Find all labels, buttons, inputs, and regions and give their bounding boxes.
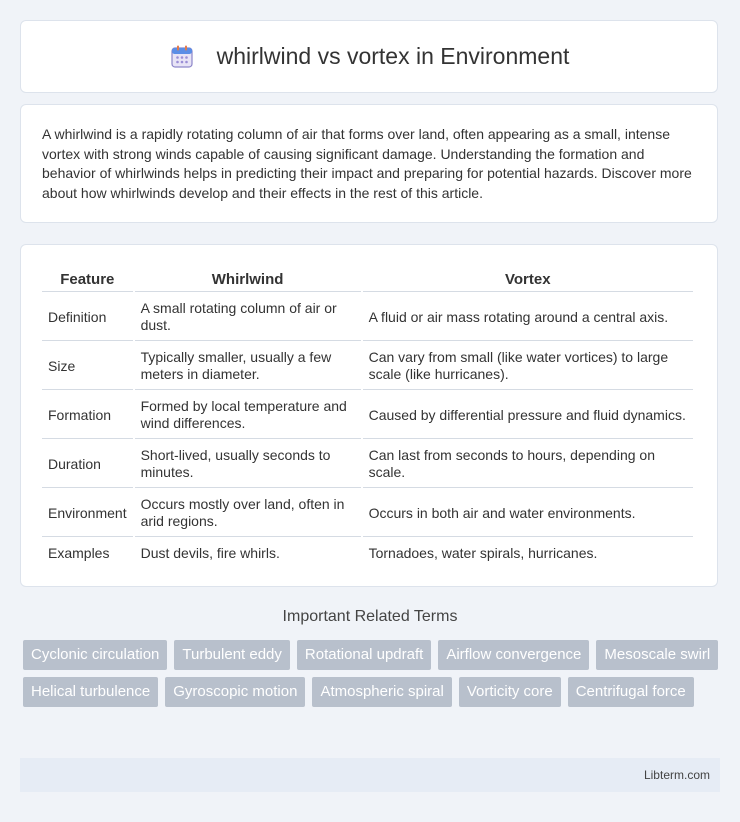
cell-whirlwind: A small rotating column of air or dust.	[135, 294, 361, 341]
tag-vorticity-core[interactable]: Vorticity core	[459, 677, 561, 707]
cell-whirlwind: Formed by local temperature and wind differences.	[135, 392, 361, 439]
cell-feature: Environment	[42, 490, 133, 537]
cell-vortex: Can last from seconds to hours, depending on scale.	[363, 441, 693, 488]
tag-turbulent-eddy[interactable]: Turbulent eddy	[174, 640, 290, 670]
cell-vortex: Occurs in both air and water environments.	[363, 490, 693, 537]
page-title: whirlwind vs vortex in Environment	[216, 43, 570, 69]
header-feature: Feature	[42, 267, 133, 292]
calendar-icon	[169, 44, 195, 70]
comparison-card	[20, 244, 718, 587]
cell-feature: Examples	[48, 544, 110, 561]
table-row	[42, 294, 693, 341]
comparison-table	[40, 265, 695, 569]
header-vortex: Vortex	[363, 267, 693, 292]
related-terms-title: Important Related Terms	[282, 608, 458, 625]
table-header-row	[42, 267, 693, 292]
cell-whirlwind: Occurs mostly over land, often in arid regions.	[135, 490, 361, 537]
cell-vortex: Caused by differential pressure and fluid dynamics.	[363, 392, 693, 439]
table-row	[42, 490, 693, 537]
cell-feature: Formation	[42, 392, 133, 439]
tag-mesoscale-swirl[interactable]: Mesoscale swirl	[596, 640, 718, 670]
table-row	[42, 441, 693, 488]
header-whirlwind: Whirlwind	[135, 267, 361, 292]
cell-feature: Size	[42, 343, 133, 390]
tag-rotational-updraft[interactable]: Rotational updraft	[297, 640, 431, 670]
cell-feature: Definition	[42, 294, 133, 341]
cell-whirlwind: Dust devils, fire whirls.	[140, 544, 280, 561]
cell-vortex: Can vary from small (like water vortices) to large scale (like hurricanes).	[363, 343, 693, 390]
intro-card	[20, 104, 718, 223]
footer	[20, 758, 720, 792]
tag-gyroscopic-motion[interactable]: Gyroscopic motion	[165, 677, 305, 707]
cell-whirlwind: Short-lived, usually seconds to minutes.	[135, 441, 361, 488]
tag-airflow-convergence[interactable]: Airflow convergence	[438, 640, 589, 670]
cell-vortex: Tornadoes, water spirals, hurricanes.	[368, 544, 598, 561]
tag-atmospheric-spiral[interactable]: Atmospheric spiral	[312, 677, 451, 707]
cell-whirlwind: Typically smaller, usually a few meters in diameter.	[135, 343, 361, 390]
table-row	[42, 539, 693, 567]
footer-site-link[interactable]: Libterm.com	[643, 768, 710, 782]
header-card	[20, 20, 718, 93]
tag-helical-turbulence[interactable]: Helical turbulence	[23, 677, 158, 707]
table-row	[42, 392, 693, 439]
tag-cyclonic-circulation[interactable]: Cyclonic circulation	[23, 640, 167, 670]
cell-feature: Duration	[42, 441, 133, 488]
tag-centrifugal-force[interactable]: Centrifugal force	[568, 677, 694, 707]
intro-paragraph: A whirlwind is a rapidly rotating column of air that forms over land, often appearing as a small, intense vortex with strong winds capable of causing significant damage. Understanding the formation and behavior of whirlwinds helps in predicting their impact and preparing for potential hazards. Discover more about how whirlwinds develop and their effects in the rest of this article.	[42, 126, 692, 201]
related-terms-list	[23, 640, 723, 707]
cell-vortex: A fluid or air mass rotating around a central axis.	[363, 294, 693, 341]
table-row	[42, 343, 693, 390]
